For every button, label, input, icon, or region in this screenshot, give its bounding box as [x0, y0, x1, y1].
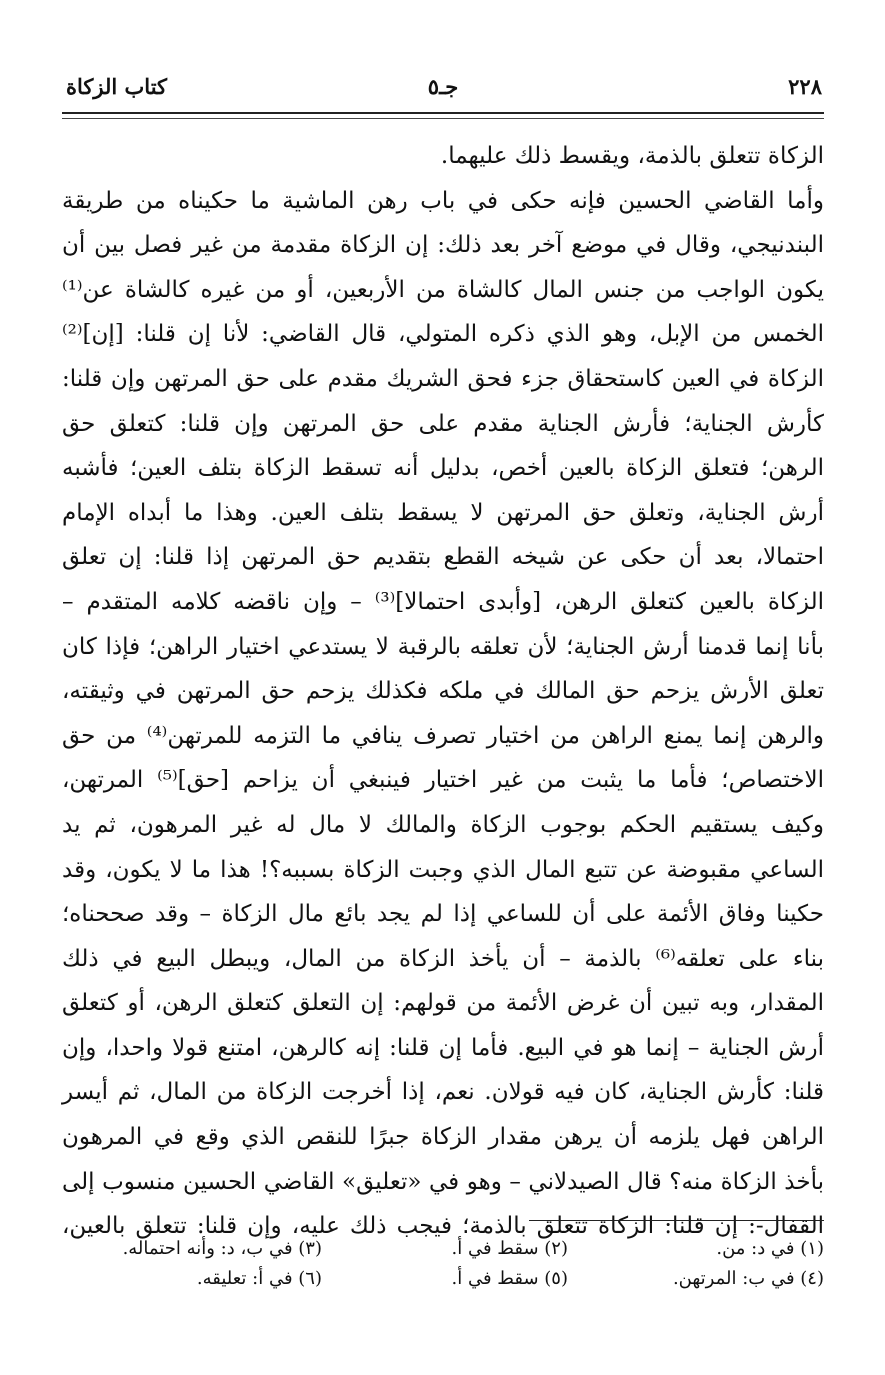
- header-rule-thick: [62, 112, 824, 114]
- text-line: المقدار، وبه تبين أن غرض الأئمة من قولهم: إن التعلق كتعلق الرهن، أو كتعلق: [62, 990, 824, 1017]
- text-line: الساعي مقبوضة عن تتبع المال الذي وجبت الزكاة بسببه؟! هذا ما لا يكون، وقد: [62, 856, 824, 883]
- footnote-4: (٤) في ب: المرتهن.: [672, 1268, 824, 1289]
- text-line: البندنيجي، وقال في موضع آخر بعد ذلك: إن الزكاة مقدمة من غير فصل بين أن: [62, 232, 824, 259]
- footnote-3: (٣) في ب، د: وأنه احتماله.: [122, 1238, 322, 1259]
- footnotes: [62, 1234, 824, 1294]
- page-number: ٢٢٨: [788, 74, 822, 99]
- text-line: وكيف يستقيم الحكم بوجوب الزكاة والمالك لا مال له غير المرهون، ثم يد: [62, 811, 824, 838]
- text-line: احتمالا، بعد أن حكى عن شيخه القطع بتقديم حق المرتهن إذا قلنا: إن تعلق: [62, 544, 824, 571]
- footnote-1: (١) في د: من.: [716, 1238, 824, 1259]
- main-text: [62, 134, 824, 1249]
- text-line: تعلق الأرش يزحم حق المالك في ملكه فكذلك يزحم حق المرتهن في وثيقته،: [62, 678, 824, 705]
- header-rule-thin: [62, 118, 824, 119]
- text-line: والرهن إنما يمنع الراهن من اختيار تصرف ينافي ما التزمه للمرتهن⁽⁴⁾ من حق: [62, 722, 824, 749]
- text-line: حكينا وفاق الأئمة على أن للساعي إذا لم يجد بائع مال الزكاة – وقد صححناه؛: [62, 901, 824, 928]
- footnote-row: [62, 1234, 824, 1264]
- footnote-separator: [529, 1220, 824, 1221]
- text-line: الزكاة في العين كاستحقاق جزء فحق الشريك مقدم على حق المرتهن وإن قلنا:: [62, 365, 824, 392]
- text-line: الزكاة تتعلق بالذمة، ويقسط ذلك عليهما.: [440, 143, 824, 169]
- footnote-6: (٦) في أ: تعليقه.: [196, 1268, 322, 1289]
- text-line: بأخذ الزكاة منه؟ قال الصيدلاني – وهو في «تعليق» القاضي الحسين منسوب إلى: [62, 1168, 824, 1195]
- text-line: أرش الجناية، وتعلق حق المرتهن لا يسقط بتلف العين. وهذا ما أبداه الإمام: [62, 499, 824, 526]
- text-line: الزكاة بالعين كتعلق الرهن، [وأبدى احتمالا]⁽³⁾ – وإن ناقضه كلامه المتقدم –: [62, 588, 824, 615]
- text-line: وأما القاضي الحسين فإنه حكى في باب رهن الماشية ما حكيناه من طريقة: [62, 187, 824, 214]
- text-line: كأرش الجناية؛ فأرش الجناية مقدم على حق المرتهن وإن قلنا: كتعلق حق: [62, 410, 824, 437]
- text-line: بناء على تعلقه⁽⁶⁾ بالذمة – أن يأخذ الزكاة من المال، ويبطل البيع في ذلك: [62, 945, 824, 972]
- page-header: [62, 70, 824, 110]
- text-line: الراهن فهل يلزمه أن يرهن مقدار الزكاة جبرًا للنقص الذي وقع في المرهون: [62, 1124, 824, 1151]
- volume-label: جـ٥: [427, 74, 459, 99]
- book-title: كتاب الزكاة: [66, 74, 168, 99]
- text-line: الخمس من الإبل، وهو الذي ذكره المتولي، قال القاضي: لأنا إن قلنا: [إن]⁽²⁾: [62, 321, 824, 348]
- text-line: يكون الواجب من جنس المال كالشاة من الأربعين، أو من غيره كالشاة عن⁽¹⁾: [62, 276, 824, 303]
- footnote-2: (٢) سقط في أ.: [451, 1238, 568, 1259]
- text-line: بأنا إنما قدمنا أرش الجناية؛ لأن تعلقه بالرقبة لا يستدعي اختيار الراهن؛ فإذا كان: [62, 633, 824, 660]
- text-line: قلنا: كأرش الجناية، كان فيه قولان. نعم، إذا أخرجت الزكاة من المال، ثم أيسر: [62, 1079, 825, 1106]
- book-page: [62, 0, 824, 1375]
- text-line: أرش الجناية – إنما هو في البيع. فأما إن قلنا: إنه كالرهن، امتنع قولا واحدا، وإن: [62, 1034, 824, 1061]
- text-line: الرهن؛ فتعلق الزكاة بالعين أخص، بدليل أنه تسقط الزكاة بتلف العين؛ فأشبه: [62, 455, 824, 482]
- text-line: الاختصاص؛ فأما ما يثبت من غير اختيار فينبغي أن يزاحم [حق]⁽⁵⁾ المرتهن،: [62, 767, 824, 794]
- footnote-row: [62, 1264, 824, 1294]
- text-line: القفال-: إن قلنا: الزكاة تتعلق بالذمة؛ فيجب ذلك عليه، وإن قلنا: تتعلق بالعين،: [62, 1213, 824, 1240]
- footnote-5: (٥) سقط في أ.: [451, 1268, 568, 1289]
